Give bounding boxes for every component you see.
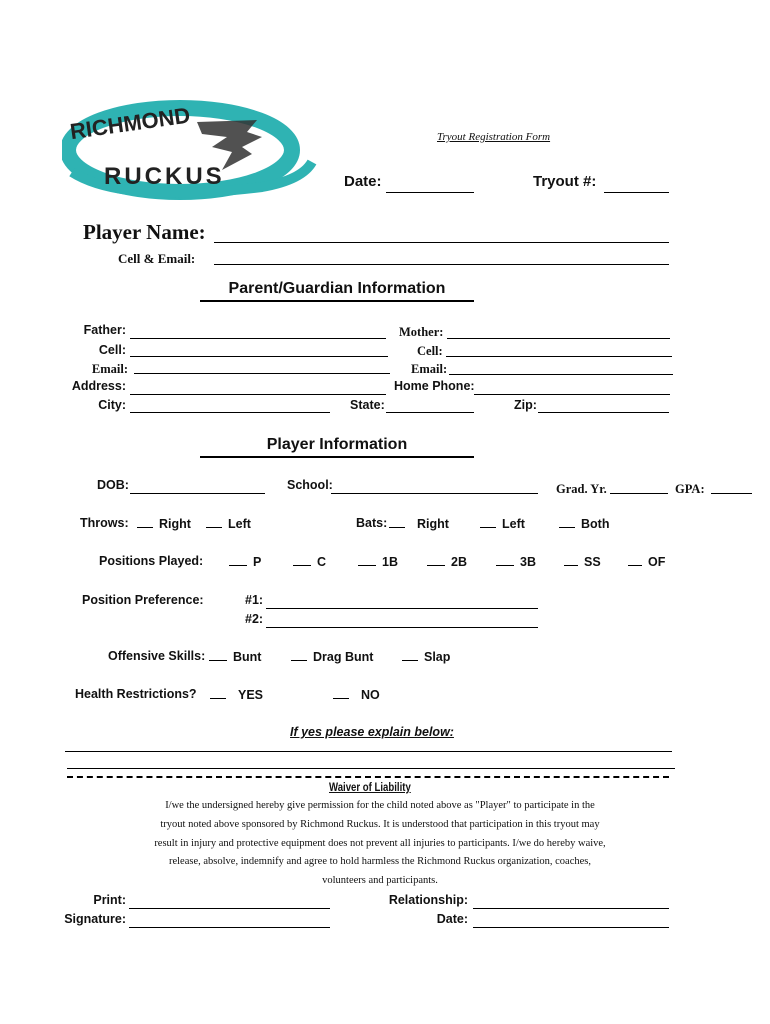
health-restrictions-label: Health Restrictions? [75,687,197,701]
position-3b-blank[interactable] [496,554,514,566]
parent-heading-rule [200,300,474,302]
player-heading-rule [200,456,474,458]
form-title: Tryout Registration Form [437,131,551,143]
logo-top-text: RICHMOND [68,102,192,145]
throws-right-text: Right [159,517,191,531]
date-field[interactable] [386,192,474,193]
cell-email-field[interactable] [214,264,669,265]
position-of-blank[interactable] [628,554,642,566]
skill-drag-bunt-blank[interactable] [291,649,307,661]
position-c-option[interactable] [293,554,326,569]
address-field[interactable] [130,394,386,395]
father-email-field[interactable] [134,373,390,374]
bats-left-option[interactable] [480,516,525,531]
throws-right-option[interactable] [137,516,191,531]
skill-slap-blank[interactable] [402,649,418,661]
print-field[interactable] [129,908,330,909]
position-2b-option[interactable] [427,554,467,569]
grad-year-label: Grad. Yr. [556,482,607,496]
position-1b-option[interactable] [358,554,398,569]
position-c-text: C [317,555,327,569]
signature-label: Signature: [64,912,126,926]
skill-bunt-blank[interactable] [209,649,227,661]
father-field[interactable] [130,338,386,339]
signature-field[interactable] [129,927,330,928]
health-yes-text: YES [238,688,264,702]
health-no-text: NO [361,688,380,702]
bats-right-blank-wrap[interactable] [389,516,449,531]
skill-drag-bunt-option[interactable] [291,649,373,664]
father-cell-label: Cell: [98,343,126,357]
skill-slap-option[interactable] [402,649,450,664]
city-label: City: [98,398,126,412]
signature-date-field[interactable] [473,927,669,928]
skill-slap-text: Slap [424,650,451,664]
tryout-number-label: Tryout #: [533,173,597,190]
bats-both-text: Both [581,517,610,531]
player-section-heading: Player Information [266,436,408,453]
explain-instruction: If yes please explain below: [290,725,454,739]
parent-section-heading: Parent/Guardian Information [228,280,446,297]
position-p-option[interactable] [229,554,261,569]
father-email-label: Email: [91,362,128,376]
pref1-label: #1: [245,593,264,607]
health-no-option[interactable] [333,687,380,702]
position-preference-label: Position Preference: [82,593,204,607]
position-1b-blank[interactable] [358,554,376,566]
dashed-separator [67,776,669,778]
explain-line-2[interactable] [67,768,675,769]
gpa-field[interactable] [711,493,752,494]
bats-label: Bats: [356,516,388,530]
health-yes-option[interactable] [210,687,263,702]
home-phone-label: Home Phone: [394,379,475,393]
position-of-option[interactable] [628,554,665,569]
pref1-field[interactable] [266,608,538,609]
signature-date-label: Date: [436,912,468,926]
mother-field[interactable] [447,338,670,339]
skill-bunt-text: Bunt [233,650,262,664]
waiver-heading: Waiver of Liability [329,780,411,794]
logo-graphic [62,92,317,202]
waiver-line-5: volunteers and participants. [322,875,438,887]
school-label: School: [287,478,333,492]
bats-both-blank[interactable] [559,516,575,528]
bats-left-text: Left [502,517,525,531]
throws-left-option[interactable] [206,516,251,531]
mother-email-label: Email: [411,362,448,376]
position-2b-text: 2B [451,555,467,569]
position-p-text: P [253,555,262,569]
mother-label: Mother: [399,325,444,339]
mother-email-field[interactable] [449,374,673,375]
position-p-blank[interactable] [229,554,247,566]
dob-field[interactable] [130,493,265,494]
position-ss-text: SS [584,555,601,569]
skill-drag-bunt-text: Drag Bunt [313,650,374,664]
positions-label: Positions Played: [99,554,204,568]
grad-year-field[interactable] [610,493,668,494]
cell-email-label: Cell & Email: [118,251,196,266]
position-3b-option[interactable] [496,554,536,569]
throws-label: Throws: [80,516,129,530]
school-field[interactable] [331,493,538,494]
bats-right-blank[interactable] [389,516,405,528]
player-name-field[interactable] [214,242,669,243]
relationship-field[interactable] [473,908,669,909]
bats-right-text: Right [417,517,449,531]
team-logo [62,92,317,202]
state-label: State: [350,398,385,412]
dob-label: DOB: [97,478,129,492]
city-field[interactable] [130,412,330,413]
mother-cell-label: Cell: [417,344,443,358]
position-3b-text: 3B [520,555,536,569]
health-yes-blank[interactable] [210,687,226,699]
zip-field[interactable] [538,412,669,413]
logo-bottom-text: RUCKUS [104,163,225,190]
bats-both-option[interactable] [559,516,609,531]
bats-left-blank[interactable] [480,516,496,528]
position-c-blank[interactable] [293,554,311,566]
state-field[interactable] [386,412,474,413]
skill-bunt-option[interactable] [209,649,261,664]
offensive-skills-label: Offensive Skills: [108,649,206,663]
gpa-label: GPA: [675,482,705,496]
father-cell-field[interactable] [130,356,388,357]
position-ss-blank[interactable] [564,554,578,566]
health-no-blank[interactable] [333,687,349,699]
explain-line-1[interactable] [65,751,672,752]
father-label: Father: [83,323,126,337]
throws-left-text: Left [228,517,251,531]
position-of-text: OF [648,555,666,569]
mother-cell-field[interactable] [446,356,672,357]
player-name-label: Player Name: [83,220,206,244]
relationship-label: Relationship: [388,893,468,907]
waiver-line-1: I/we the undersigned hereby give permission for the child noted above as "Player" to participate in the [165,800,595,811]
position-ss-option[interactable] [564,554,601,569]
waiver-line-4: release, absolve, indemnify and agree to hold harmless the Richmond Ruckus organization, coaches, [168,856,591,868]
pref2-field[interactable] [266,627,538,628]
address-label: Address: [71,379,126,393]
throws-left-blank[interactable] [206,516,222,528]
position-1b-text: 1B [382,555,398,569]
position-2b-blank[interactable] [427,554,445,566]
zip-label: Zip: [514,398,537,412]
pref2-label: #2: [245,612,264,626]
print-label: Print: [93,893,126,907]
waiver-line-3: result in injury and protective equipment does not prevent all injuries to participants. I/we do hereby waive, [154,837,606,849]
throws-right-blank[interactable] [137,516,153,528]
tryout-number-field[interactable] [604,192,669,193]
waiver-line-2: tryout noted above sponsored by Richmond Ruckus. It is understood that participation in this tryout may [160,818,600,830]
waiver-text [60,797,700,891]
date-label: Date: [344,173,382,190]
home-phone-field[interactable] [474,394,670,395]
